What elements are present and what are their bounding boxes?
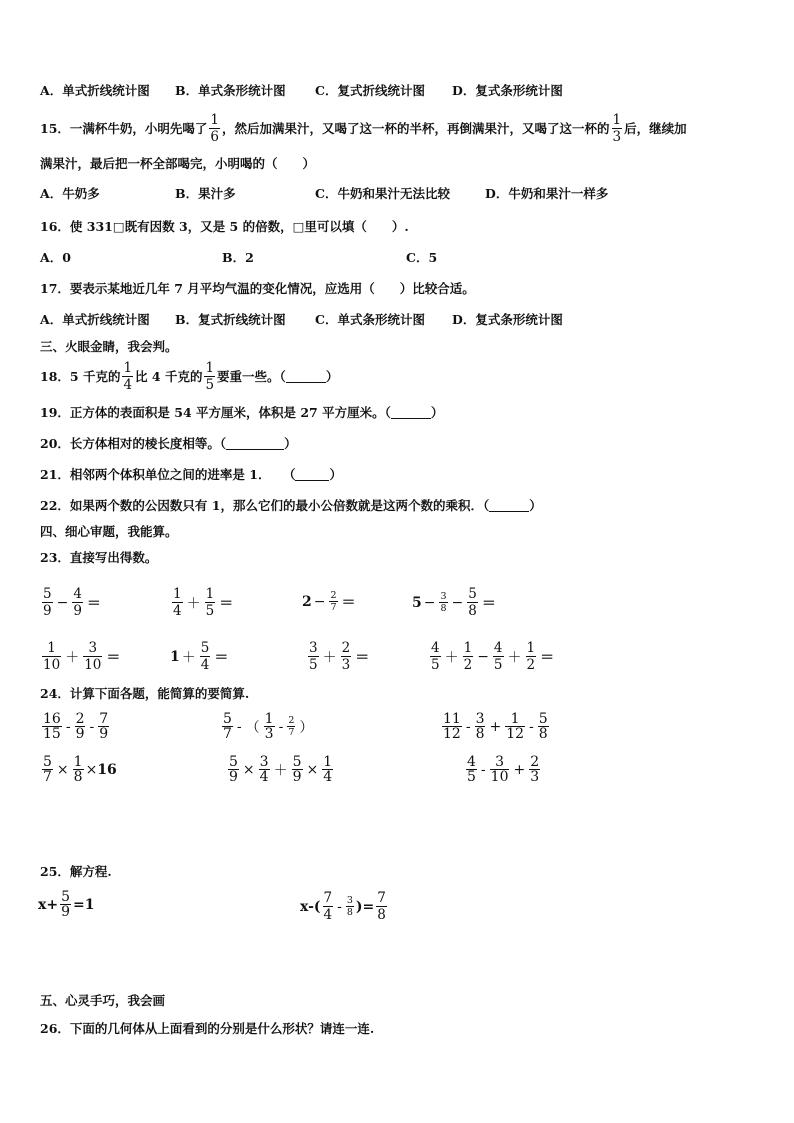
numerator: 1: [612, 112, 622, 128]
q23-expression-4: [412, 586, 498, 619]
q14-option-a[interactable]: A．单式折线统计图: [40, 83, 150, 98]
operator: -: [465, 718, 471, 735]
numerator: 2: [530, 754, 540, 770]
fraction: [264, 712, 275, 741]
operator: ＋: [273, 762, 288, 779]
q19-question: [40, 405, 443, 421]
numerator: 3: [495, 754, 505, 770]
denominator: 4: [323, 769, 333, 785]
denominator: 9: [73, 603, 82, 619]
operator: −: [423, 594, 436, 611]
fraction: [341, 640, 352, 673]
equation-text: x-(: [300, 898, 321, 915]
denominator: 7: [43, 769, 52, 785]
q16-option-c[interactable]: C．5: [406, 250, 438, 265]
numerator: 3: [88, 640, 98, 656]
numerator: 1: [510, 711, 520, 727]
denominator: 5: [205, 603, 215, 619]
fraction: [172, 586, 183, 619]
denominator: 9: [292, 769, 302, 785]
denominator: 6: [210, 129, 219, 145]
operator: −: [313, 593, 326, 610]
fraction: [490, 755, 510, 784]
q15-text-a: 15．一满杯牛奶，小明先喝了: [40, 120, 208, 136]
whole-number: 16: [97, 761, 117, 778]
operator: -: [337, 898, 342, 915]
denominator: 12: [443, 726, 461, 742]
q21-text-close: ）: [329, 467, 342, 482]
fraction: [467, 586, 478, 619]
numerator: 2: [75, 711, 85, 727]
denominator: 7: [288, 727, 295, 738]
numerator: 16: [43, 711, 61, 727]
fraction: [442, 712, 462, 741]
q24-question: 24．计算下面各题，能简算的要简算.: [40, 686, 250, 701]
q21-answer-blank[interactable]: [295, 468, 329, 481]
operator: −: [451, 594, 464, 611]
denominator: 5: [493, 657, 503, 673]
numerator: 4: [73, 586, 82, 602]
q25-equation-1: [38, 890, 94, 919]
fraction: [322, 755, 333, 784]
numerator: 3: [475, 711, 485, 727]
fraction: [439, 591, 447, 614]
numerator: 3: [309, 640, 318, 656]
fraction: [42, 712, 62, 741]
operator: -: [236, 718, 242, 735]
numerator: 1: [73, 754, 83, 770]
denominator: 4: [173, 603, 182, 619]
q15-text-b: ，然后加满果汁，又喝了这一杯的半杯，再倒满果汁，又喝了这一杯的: [222, 120, 610, 136]
denominator: 8: [468, 603, 477, 619]
operator: −: [56, 594, 69, 611]
fraction: [200, 640, 211, 673]
numerator: 1: [264, 711, 274, 727]
denominator: 3: [612, 129, 622, 145]
numerator: 3: [440, 591, 447, 602]
numerator: 2: [288, 715, 295, 726]
q15-option-a[interactable]: A．牛奶多: [40, 186, 100, 201]
fraction: [505, 712, 525, 741]
fraction: [73, 755, 84, 784]
q15-option-b[interactable]: B．果汁多: [175, 186, 236, 201]
fraction: [292, 755, 303, 784]
q18-text-d: ）: [325, 368, 339, 384]
q18-fraction-1: [122, 360, 133, 393]
denominator: 5: [431, 657, 440, 673]
denominator: 8: [73, 769, 83, 785]
numerator: 1: [210, 112, 219, 128]
numerator: 5: [538, 711, 548, 727]
fraction: [308, 640, 319, 673]
fraction: [526, 640, 537, 673]
right-paren: ）: [299, 719, 314, 736]
q14-option-d[interactable]: D．复式条形统计图: [452, 83, 563, 98]
numerator: 11: [443, 711, 461, 727]
q14-option-b[interactable]: B．单式条形统计图: [175, 83, 286, 98]
fraction: [222, 712, 233, 741]
q16-question: 16．使 331□既有因数 3，又是 5 的倍数，□里可以填（ ）.: [40, 219, 409, 234]
numerator: 1: [205, 360, 215, 376]
numerator: 4: [493, 640, 503, 656]
denominator: 4: [123, 377, 133, 393]
equals-sign: ＝: [355, 649, 370, 666]
q18-text-c: 要重一些。（: [217, 368, 286, 384]
q14-option-c[interactable]: C．复式折线统计图: [315, 83, 425, 98]
operator: +: [513, 761, 526, 778]
operator: ＋: [181, 649, 196, 666]
q19-answer-blank[interactable]: [391, 406, 431, 419]
numerator: 5: [200, 640, 210, 656]
fraction: [493, 640, 504, 673]
numerator: 1: [205, 586, 215, 602]
q18-fraction-2: [204, 360, 215, 393]
fraction: [60, 890, 71, 919]
fraction: [376, 890, 387, 923]
numerator: 7: [99, 711, 109, 727]
q24-expression-4: [40, 755, 117, 784]
q18-text-a: 18．5 千克的: [40, 368, 121, 384]
numerator: 5: [223, 711, 232, 727]
equals-sign: ＝: [481, 595, 496, 612]
numerator: 3: [346, 895, 353, 906]
fraction: [329, 590, 337, 613]
numerator: 5: [292, 754, 302, 770]
fraction: [475, 712, 486, 741]
fraction: [430, 640, 441, 673]
numerator: 1: [463, 640, 473, 656]
denominator: 4: [259, 769, 269, 785]
q20-text: 20．长方体相对的棱长度相等。（: [40, 436, 227, 451]
denominator: 8: [346, 907, 353, 918]
whole-number: 5: [412, 594, 422, 611]
operator: +: [489, 718, 502, 735]
q22-question: [40, 498, 542, 514]
numerator: 1: [323, 754, 333, 770]
q15-text-c: 后，继续加: [624, 120, 687, 136]
equals-sign: ＝: [86, 595, 101, 612]
q22-text: 22．如果两个数的公因数只有 1，那么它们的最小公倍数就是这两个数的乘积．（: [40, 498, 490, 513]
q22-answer-blank[interactable]: [489, 499, 529, 512]
fraction: [466, 755, 477, 784]
numerator: 7: [323, 890, 333, 906]
q15-question: [40, 112, 687, 145]
numerator: 7: [377, 890, 386, 906]
q17-question: 17．要表示某地近几年 7 月平均气温的变化情况，应选用（ ）比较合适。: [40, 281, 475, 296]
q18-text-b: 比 4 千克的: [135, 368, 203, 384]
q15-option-d[interactable]: D．牛奶和果汁一样多: [485, 186, 609, 201]
denominator: 4: [323, 907, 333, 923]
fraction: [98, 712, 109, 741]
equation-text: )=: [355, 898, 375, 915]
q16-option-b[interactable]: B．2: [222, 250, 254, 265]
equals-sign: ＝: [106, 649, 121, 666]
q26-question: 26．下面的几何体从上面看到的分别是什么形状？请连一连.: [40, 1021, 375, 1036]
equation-text: x+: [38, 896, 59, 913]
operator: -: [480, 761, 486, 778]
numerator: 5: [43, 754, 52, 770]
q23-expression-3: [302, 590, 358, 613]
numerator: 5: [43, 586, 52, 602]
operator: ＋: [507, 649, 522, 666]
whole-number: 2: [302, 593, 312, 610]
denominator: 9: [43, 603, 52, 619]
q18-question: [40, 360, 338, 393]
denominator: 10: [84, 657, 102, 673]
operator: ＋: [322, 649, 337, 666]
fraction: [42, 640, 61, 673]
q17-option-b[interactable]: B．复式折线统计图: [175, 312, 286, 327]
fraction: [72, 586, 83, 619]
equation-text: =1: [73, 896, 95, 913]
numerator: 1: [47, 640, 56, 656]
operator: ＋: [444, 649, 459, 666]
operator: -: [529, 718, 534, 735]
denominator: 12: [506, 726, 525, 742]
fraction: [75, 712, 86, 741]
fraction: [323, 890, 334, 923]
q20-text-close: ）: [284, 436, 297, 451]
q23-question: 23．直接写出得数。: [40, 550, 158, 565]
denominator: 2: [526, 657, 536, 673]
fraction: [287, 715, 295, 738]
q15-fraction-2: [612, 112, 623, 145]
q25-question: 25．解方程.: [40, 864, 112, 879]
q24-expression-6: [464, 755, 542, 784]
denominator: 5: [467, 769, 476, 785]
denominator: 8: [475, 726, 485, 742]
operator: ×: [242, 761, 255, 778]
denominator: 9: [61, 904, 70, 920]
q20-question: [40, 436, 297, 452]
numerator: 5: [229, 754, 238, 770]
q21-text: 21．相邻两个体积单位之间的进率是 1． （: [40, 467, 296, 482]
q25-equation-2: [300, 890, 389, 923]
numerator: 1: [173, 586, 182, 602]
fraction: [42, 586, 53, 619]
fraction: [463, 640, 474, 673]
numerator: 1: [123, 360, 133, 376]
q18-answer-blank[interactable]: [286, 370, 326, 383]
fraction: [538, 712, 549, 741]
denominator: 3: [530, 769, 540, 785]
q24-expression-5: [226, 755, 335, 784]
q15-fraction-1: [209, 112, 220, 145]
q17-option-a[interactable]: A．单式折线统计图: [40, 312, 150, 327]
denominator: 7: [223, 726, 232, 742]
operator: ×: [306, 761, 319, 778]
q23-expression-5: [40, 640, 122, 673]
denominator: 7: [330, 602, 337, 613]
denominator: 9: [75, 726, 85, 742]
numerator: 4: [467, 754, 476, 770]
numerator: 2: [341, 640, 351, 656]
q23-expression-6: [170, 640, 230, 673]
fraction: [228, 755, 239, 784]
numerator: 5: [468, 586, 477, 602]
operator: -: [278, 718, 284, 735]
denominator: 3: [341, 657, 351, 673]
operator: -: [65, 718, 71, 735]
fraction: [83, 640, 102, 673]
whole-number: 1: [170, 648, 180, 665]
left-paren: （: [245, 719, 260, 736]
fraction: [346, 895, 354, 918]
equals-sign: ＝: [219, 595, 234, 612]
q24-expression-3: [440, 712, 551, 741]
denominator: 8: [440, 603, 447, 614]
operator: ×: [56, 761, 69, 778]
denominator: 4: [200, 657, 210, 673]
section-4-heading: 四、细心审题，我能算。: [40, 524, 178, 539]
q19-text: 19．正方体的表面积是 54 平方厘米，体积是 27 平方厘米。（: [40, 405, 391, 420]
numerator: 4: [431, 640, 440, 656]
operator: −: [477, 648, 489, 665]
denominator: 8: [538, 726, 548, 742]
denominator: 9: [99, 726, 109, 742]
numerator: 3: [259, 754, 269, 770]
denominator: 8: [377, 907, 386, 923]
denominator: 10: [43, 657, 61, 673]
operator: -: [89, 718, 95, 735]
equals-sign: ＝: [341, 594, 356, 611]
q15-option-c[interactable]: C．牛奶和果汁无法比较: [315, 186, 450, 201]
equals-sign: ＝: [214, 649, 229, 666]
section-3-heading: 三、火眼金睛，我会判。: [40, 339, 178, 354]
denominator: 3: [264, 726, 274, 742]
numerator: 1: [526, 640, 536, 656]
section-5-heading: 五、心灵手巧，我会画: [40, 993, 166, 1008]
denominator: 10: [490, 769, 509, 785]
fraction: [205, 586, 216, 619]
q17-option-d[interactable]: D．复式条形统计图: [452, 312, 563, 327]
q23-expression-7: [306, 640, 371, 673]
q19-text-close: ）: [430, 405, 444, 420]
q20-answer-blank[interactable]: [226, 437, 284, 450]
q21-question: [40, 467, 342, 483]
q23-expression-8: [428, 640, 556, 673]
operator: ＋: [65, 649, 80, 666]
equals-sign: ＝: [540, 649, 555, 666]
numerator: 5: [61, 889, 70, 905]
q23-expression-1: [40, 586, 103, 619]
fraction: [42, 755, 53, 784]
denominator: 5: [309, 657, 318, 673]
denominator: 15: [43, 726, 61, 742]
q23-expression-2: [170, 586, 235, 619]
fraction: [529, 755, 540, 784]
q24-expression-1: [40, 712, 111, 741]
q22-text-close: ）: [529, 498, 542, 513]
q15-question-line2: 满果汁，最后把一杯全部喝完，小明喝的（ ）: [40, 156, 316, 171]
denominator: 2: [463, 657, 473, 673]
denominator: 5: [205, 377, 215, 393]
operator: ×: [85, 761, 98, 778]
q17-option-c[interactable]: C．单式条形统计图: [315, 312, 425, 327]
q24-expression-2: [220, 712, 315, 741]
operator: ＋: [186, 595, 201, 612]
numerator: 2: [330, 590, 337, 601]
fraction: [259, 755, 270, 784]
q16-option-a[interactable]: A．0: [40, 250, 71, 265]
denominator: 9: [229, 769, 238, 785]
